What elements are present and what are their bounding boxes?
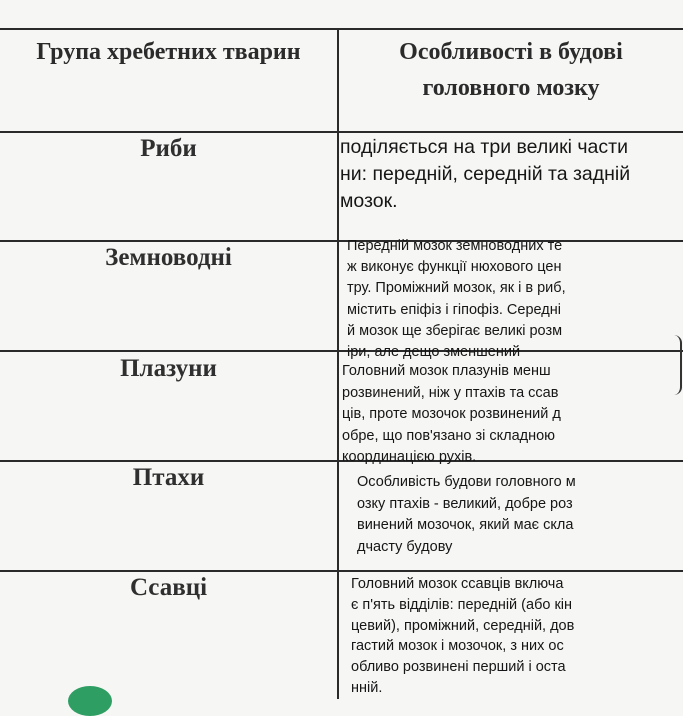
description-fish: поділяється на три великі части ни: передній, середній та задній мозок. xyxy=(340,136,631,212)
table-border-top xyxy=(0,28,683,30)
table-column-divider xyxy=(337,28,339,699)
description-reptiles: Головний мозок плазунів менш розвинений, ніж у птахів та ссав ців, проте мозочок розвинений д обре, що пов'язано зі складною координацією рухів. xyxy=(342,363,561,465)
header-features-label: Особливості в будові головного мозку xyxy=(399,39,623,101)
header-group-label: Група хребетних тварин xyxy=(36,39,301,65)
group-fish: Риби xyxy=(140,135,197,162)
group-birds: Птахи xyxy=(132,464,205,491)
description-amphibians: Передній мозок земноводних те ж виконує функції нюхового цен тру. Проміжний мозок, як і в риб, містить епіфіз і гіпофіз. Середні й мозок ще зберігає великі розм іри, але дещо зменшений xyxy=(347,238,566,361)
green-badge-fragment xyxy=(68,686,112,716)
group-amphibians: Земноводні xyxy=(105,244,232,271)
header-features-column xyxy=(346,34,676,106)
group-mammals: Ссавці xyxy=(129,574,208,601)
table-border-header xyxy=(0,131,683,133)
header-group-column xyxy=(0,34,337,70)
table-border-row4 xyxy=(0,570,683,572)
description-mammals: Головний мозок ссавців включа є п'ять відділів: передній (або кін цевий), проміжний, середній, дов гастий мозок і мозочок, з них ос обливо розвинені перший і оста нній. xyxy=(351,576,575,696)
description-birds: Особливість будови головного м озку птахів - великий, добре роз винений мозочок, який має скла дчасту будову xyxy=(357,474,576,555)
group-reptiles: Плазуни xyxy=(120,355,217,382)
page-edge-mark xyxy=(674,335,682,395)
